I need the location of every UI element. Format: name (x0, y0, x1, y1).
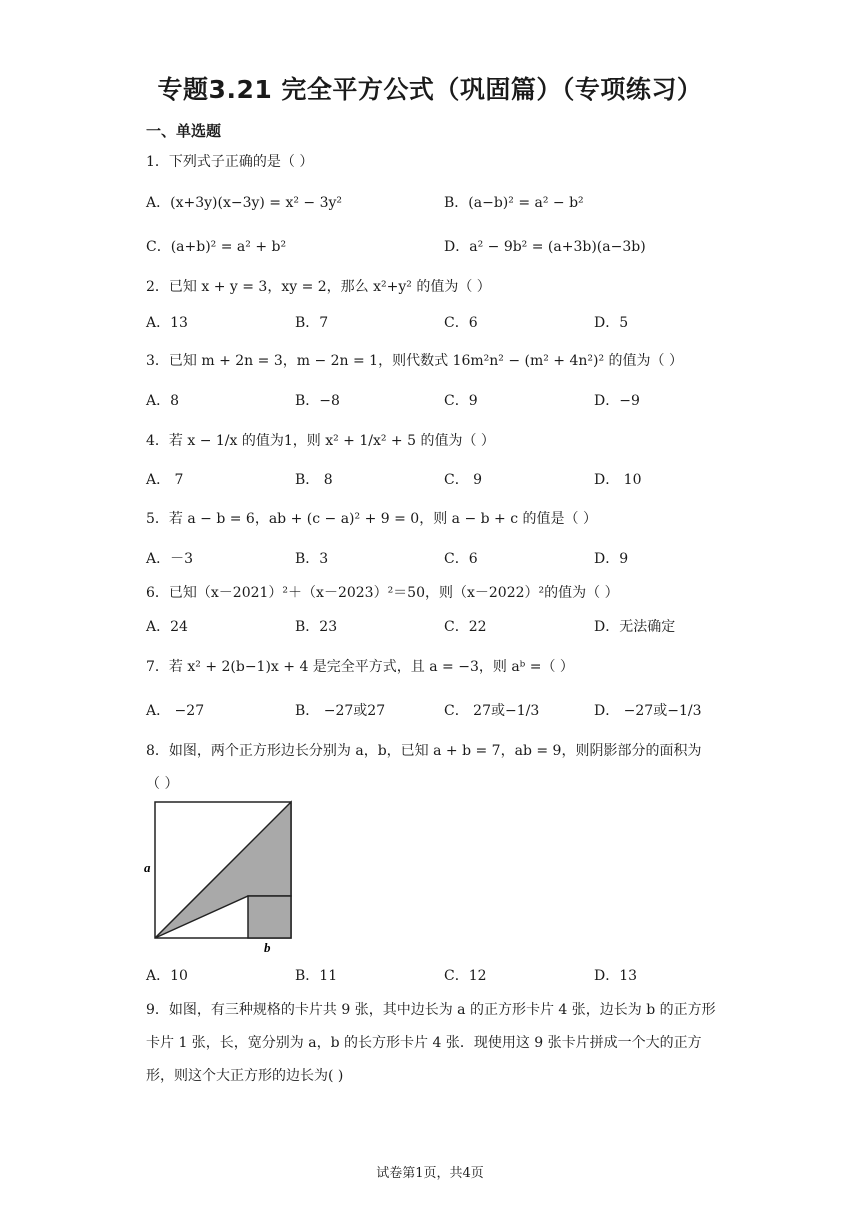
question-6: 6．已知（x－2021）²＋（x－2023）²＝50，则（x－2022）²的值为（ ） (146, 585, 619, 601)
label-a: a (144, 860, 151, 875)
q2-option-c: C．6 (444, 315, 478, 331)
q3-option-b: B．−8 (295, 393, 340, 409)
question-8: 8．如图，两个正方形边长分别为 a，b，已知 a + b = 7，ab = 9，则阴影部分的面积为 (146, 743, 702, 759)
q4-option-a: A． 7 (146, 472, 184, 488)
q5-option-c: C．6 (444, 551, 478, 567)
q1-option-d: D．a² − 9b² = (a+3b)(a−3b) (444, 239, 646, 255)
question-5: 5．若 a − b = 6，ab + (c − a)² + 9 = 0，则 a − b + c 的值是（ ） (146, 511, 597, 527)
q7-option-c: C． 27或−1/3 (444, 703, 540, 719)
q7-option-b: B． −27或27 (295, 703, 386, 719)
q7-option-d: D． −27或−1/3 (594, 703, 702, 719)
q3-option-d: D．−9 (594, 393, 640, 409)
q6-option-b: B．23 (295, 619, 338, 635)
question-7: 7．若 x² + 2(b−1)x + 4 是完全平方式，且 a = −3，则 aᵇ =（ ） (146, 659, 574, 675)
q6-option-d: D．无法确定 (594, 619, 676, 635)
section-heading: 一、单选题 (146, 122, 222, 140)
label-b: b (264, 940, 271, 955)
q1-option-a: A．(x+3y)(x−3y) = x² − 3y² (146, 195, 343, 211)
question-9: 9．如图，有三种规格的卡片共 9 张，其中边长为 a 的正方形卡片 4 张，边长为 b 的正方形卡片 1 张，长，宽分别为 a，b 的长方形卡片 4 张．现使用这 9 张卡片拼成一个大的正方形，则这个大正方形的边长为( ) (146, 1002, 716, 1084)
q4-option-b: B． 8 (295, 472, 333, 488)
q8-option-c: C．12 (444, 968, 487, 984)
question-1: 1．下列式子正确的是（ ） (146, 154, 314, 170)
q7-option-a: A． −27 (146, 703, 205, 719)
q8-option-a: A．10 (146, 968, 188, 984)
q6-option-c: C．22 (444, 619, 487, 635)
q2-option-a: A．13 (146, 315, 188, 331)
q8-option-b: B．11 (295, 968, 338, 984)
question-3: 3．已知 m + 2n = 3，m − 2n = 1，则代数式 16m²n² − (m² + 4n²)² 的值为（ ） (146, 353, 683, 369)
q6-option-a: A．24 (146, 619, 188, 635)
page-title: 专题3.21 完全平方公式（巩固篇）（专项练习） (157, 75, 703, 104)
q2-option-b: B．7 (295, 315, 329, 331)
q2-option-d: D．5 (594, 315, 629, 331)
q5-option-a: A．－3 (146, 551, 194, 567)
q8-option-d: D．13 (594, 968, 638, 984)
question-8-blank: （ ） (146, 776, 179, 792)
page-footer: 试卷第1页，共4页 (376, 1166, 484, 1181)
q1-option-b: B．(a−b)² = a² − b² (444, 195, 584, 211)
q4-option-c: C． 9 (444, 472, 483, 488)
q3-option-c: C．9 (444, 393, 478, 409)
q4-option-d: D． 10 (594, 472, 642, 488)
q3-option-a: A．8 (146, 393, 180, 409)
q1-option-c: C．(a+b)² = a² + b² (146, 239, 287, 255)
question-2: 2．已知 x + y = 3，xy = 2，那么 x²+y² 的值为（ ） (146, 279, 491, 295)
squares-figure (140, 796, 300, 956)
question-4: 4．若 x − 1/x 的值为1，则 x² + 1/x² + 5 的值为（ ） (146, 433, 495, 449)
small-square (248, 896, 291, 938)
q5-option-d: D．9 (594, 551, 629, 567)
q5-option-b: B．3 (295, 551, 329, 567)
